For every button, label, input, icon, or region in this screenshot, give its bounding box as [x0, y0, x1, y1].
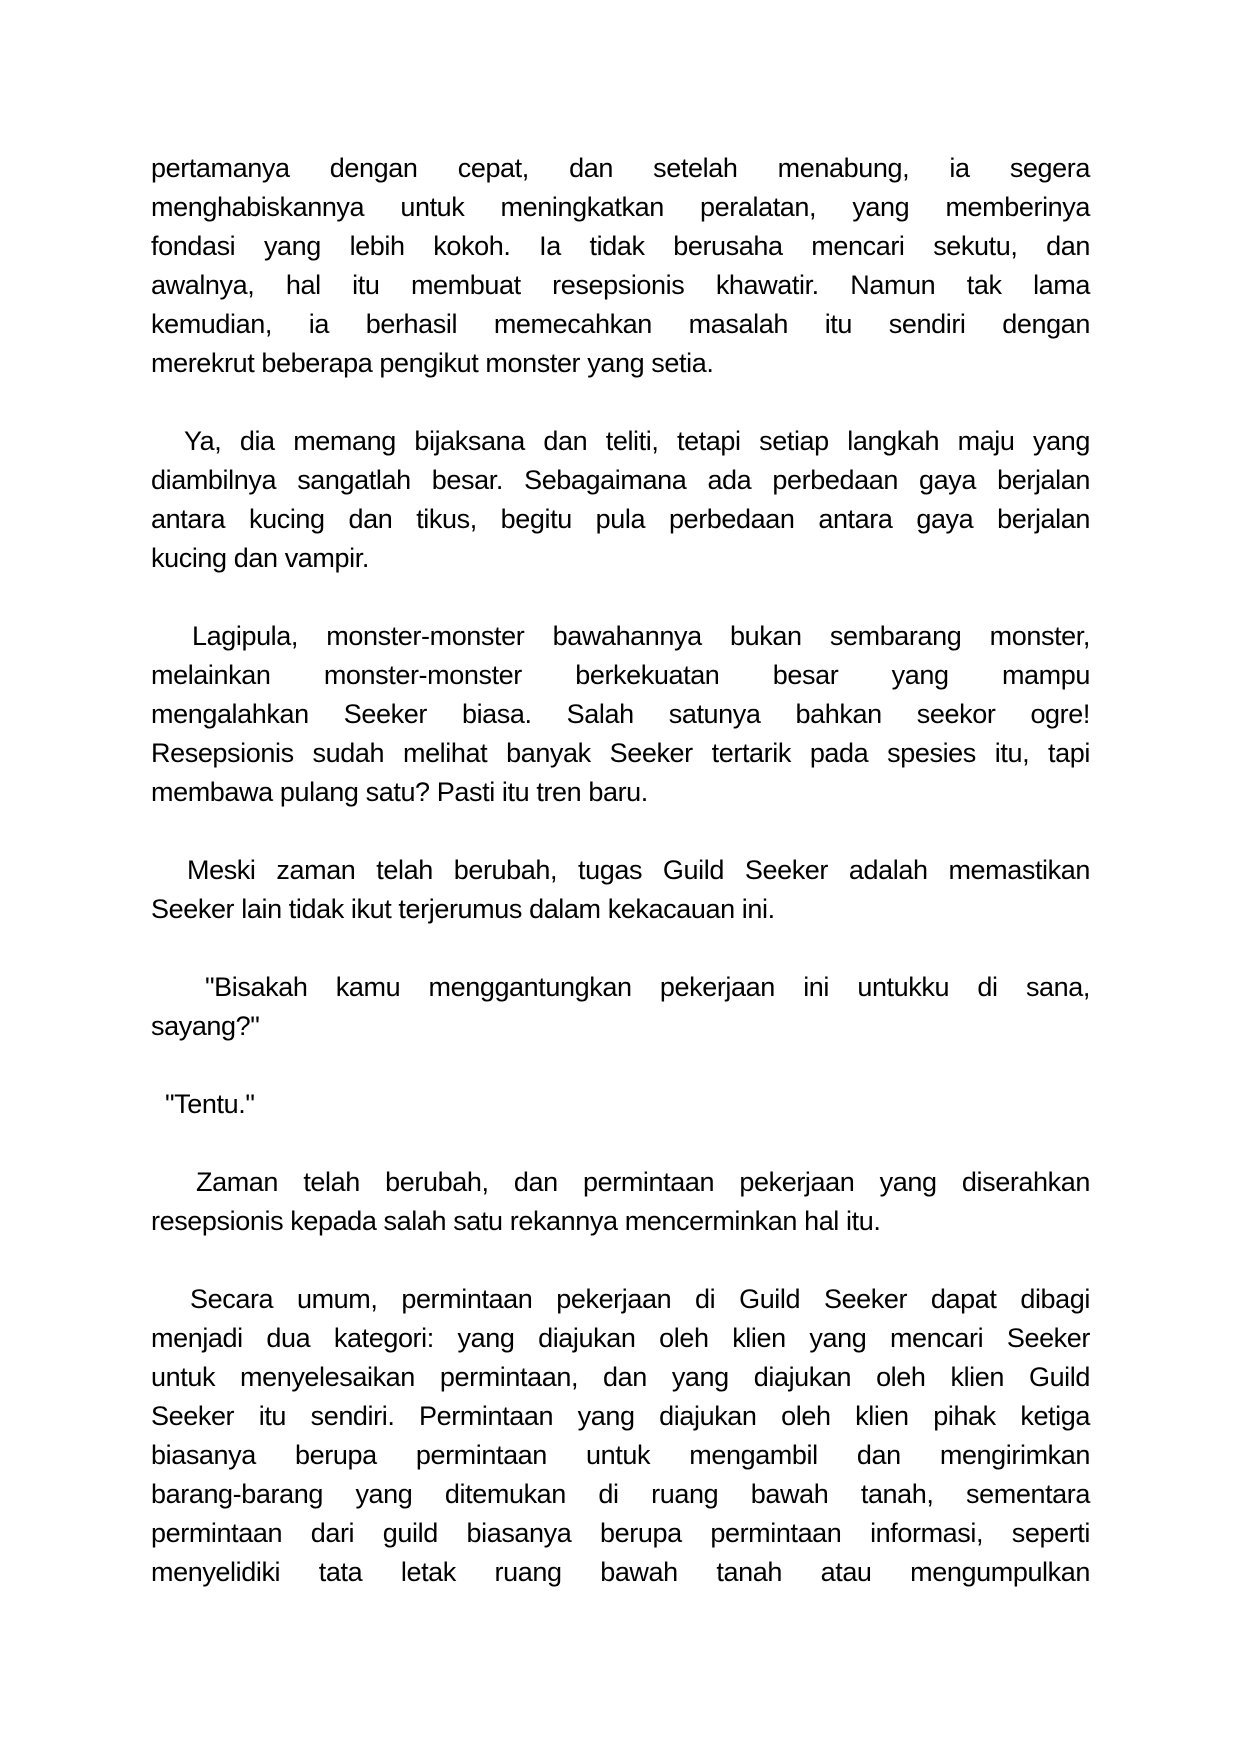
- text-line: awalnya, hal itu membuat resepsionis khawatir. Namun tak lama: [151, 270, 1090, 300]
- text-line: membawa pulang satu? Pasti itu tren baru.: [151, 777, 648, 807]
- text-line: Secara umum, permintaan pekerjaan di Guild Seeker dapat dibagi: [190, 1284, 1090, 1314]
- text-line: menjadi dua kategori: yang diajukan oleh klien yang mencari Seeker: [151, 1323, 1090, 1353]
- paragraph: [151, 149, 1090, 383]
- text-line: merekrut beberapa pengikut monster yang setia.: [151, 348, 714, 378]
- text-line: menyelidiki tata letak ruang bawah tanah atau mengumpulkan: [151, 1557, 1090, 1587]
- text-block: [151, 149, 1090, 1631]
- text-line: Seeker lain tidak ikut terjerumus dalam kekacauan ini.: [151, 894, 775, 924]
- text-line: antara kucing dan tikus, begitu pula perbedaan antara gaya berjalan: [151, 504, 1090, 534]
- text-line: Lagipula, monster-monster bawahannya bukan sembarang monster,: [192, 621, 1090, 651]
- text-line: kucing dan vampir.: [151, 543, 369, 573]
- text-line: diambilnya sangatlah besar. Sebagaimana ada perbedaan gaya berjalan: [151, 465, 1090, 495]
- paragraph: [151, 617, 1090, 812]
- text-line: Zaman telah berubah, dan permintaan pekerjaan yang diserahkan: [196, 1167, 1090, 1197]
- text-line: melainkan monster-monster berkekuatan besar yang mampu: [151, 660, 1090, 690]
- text-line: pertamanya dengan cepat, dan setelah menabung, ia segera: [151, 153, 1090, 183]
- text-line: mengalahkan Seeker biasa. Salah satunya bahkan seekor ogre!: [151, 699, 1090, 729]
- text-line: Ya, dia memang bijaksana dan teliti, tetapi setiap langkah maju yang: [184, 426, 1090, 456]
- text-line: barang-barang yang ditemukan di ruang bawah tanah, sementara: [151, 1479, 1090, 1509]
- text-line: resepsionis kepada salah satu rekannya mencerminkan hal itu.: [151, 1206, 881, 1236]
- text-line: permintaan dari guild biasanya berupa permintaan informasi, seperti: [151, 1518, 1090, 1548]
- text-line: Seeker itu sendiri. Permintaan yang diajukan oleh klien pihak ketiga: [151, 1401, 1090, 1431]
- text-line: menghabiskannya untuk meningkatkan peralatan, yang memberinya: [151, 192, 1090, 222]
- text-line: Meski zaman telah berubah, tugas Guild Seeker adalah memastikan: [187, 855, 1090, 885]
- text-line: Resepsionis sudah melihat banyak Seeker tertarik pada spesies itu, tapi: [151, 738, 1090, 768]
- text-line: sayang?": [151, 1011, 260, 1041]
- paragraph: [151, 968, 1090, 1046]
- text-line: untuk menyelesaikan permintaan, dan yang diajukan oleh klien Guild: [151, 1362, 1090, 1392]
- text-line: "Bisakah kamu menggantungkan pekerjaan ini untukku di sana,: [205, 972, 1090, 1002]
- paragraph: [151, 1085, 1090, 1124]
- text-line: kemudian, ia berhasil memecahkan masalah itu sendiri dengan: [151, 309, 1090, 339]
- paragraph: [151, 851, 1090, 929]
- paragraph: [151, 1280, 1090, 1592]
- text-line: biasanya berupa permintaan untuk mengambil dan mengirimkan: [151, 1440, 1090, 1470]
- text-line: "Tentu.": [165, 1089, 255, 1119]
- paragraph: [151, 1163, 1090, 1241]
- paragraph: [151, 422, 1090, 578]
- text-line: fondasi yang lebih kokoh. Ia tidak berusaha mencari sekutu, dan: [151, 231, 1090, 261]
